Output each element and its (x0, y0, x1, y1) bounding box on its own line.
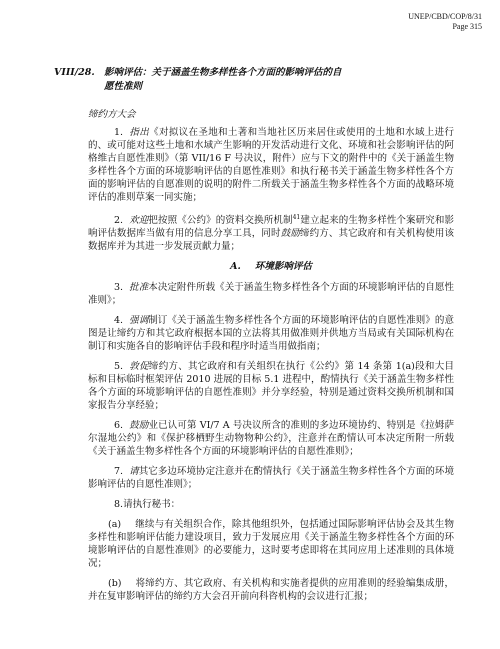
paragraph-text: 执行秘书： (132, 499, 181, 511)
subparagraph-b (88, 577, 454, 603)
paragraph-5 (88, 360, 454, 412)
document-code: UNEP/CBD/COP/8/31 (408, 12, 482, 21)
paragraph-8 (88, 498, 454, 511)
paragraph-4 (88, 314, 454, 353)
paragraph-lead: 请 (129, 466, 139, 478)
paragraph-number: 1. (114, 127, 124, 138)
paragraph-2 (88, 211, 454, 253)
decision-heading (54, 66, 464, 94)
decision-title-line1: 影响评估：关于涵盖生物多样性各个方面的影响评估的自 (104, 67, 342, 78)
paragraph-number: 7. (114, 466, 124, 478)
subparagraph-text: 继续与有关组织合作，除其他组织外，包括通过国际影响评估协会及其生物多样性和影响评估能力建设项目，致力于发展应用《关于涵盖生物多样性各个方面的环境影响评估的自愿性准则》的必要能力，这时要考虑即将在其同应用上述准则的具体境况； (88, 519, 454, 570)
section-heading (88, 260, 454, 273)
paragraph-lead: 欢迎 (129, 215, 149, 227)
paragraph-number: 4. (114, 315, 124, 327)
preamble: 缔约方大会 (88, 109, 136, 120)
paragraph-text: 本决定附件所载《关于涵盖生物多样性各个方面的环境影响评估的自愿性准则》； (88, 282, 454, 307)
paragraph-lead: 批准 (129, 282, 149, 294)
paragraph-lead: 敦促 (129, 361, 149, 373)
paragraph-1 (88, 126, 454, 204)
page-header (408, 12, 482, 32)
paragraph-number: 6. (114, 420, 124, 432)
paragraph-text: 业已认可第 VI/7 A 号决议所含的准则的多边环境协约、特别是《拉姆萨尔湿地公约》和《保护移栖野生动物物种公约》，注意并在酌情认可本决定所附一所载《关于涵盖生物多样性各个方面的环境影响评估的自愿性准则》； (88, 420, 454, 458)
paragraph-lead: 强调 (129, 315, 149, 327)
subparagraph-a (88, 518, 454, 570)
section-title: 环境影响评估 (254, 261, 312, 273)
document-body (88, 126, 454, 610)
footnote-ref[interactable]: 41 (292, 214, 301, 221)
paragraph-text: 制订《关于涵盖生物多样性各个方面的环境影响评估的自愿性准则》的意图是让缔约方和其它政府根据本国的立法将其用做准则并供地方当局或有关国际机构在制订和实施各自的影响评估手段和程序时适当用做指南； (88, 315, 454, 353)
page-number: Page 315 (452, 22, 482, 31)
decision-title-line2: 愿性准则 (104, 81, 143, 92)
subparagraph-number: (a) (108, 519, 122, 531)
subparagraph-text: 将缔约方、其它政府、有关机构和实施者提供的应用准则的经验编集成册，并在复审影响评估的缔约方大会召开前向科咨机构的会议进行汇报； (88, 578, 454, 603)
paragraph-7 (88, 465, 454, 491)
paragraph-text: 缔约方、其它政府和有关机构使用该数据库并为其进一步发展贡献力量； (88, 228, 454, 253)
paragraph-number: 2. (114, 215, 124, 227)
subparagraph-number: (b) (108, 578, 122, 590)
paragraph-text: 把按照《公约》的资料交换所机制 (148, 215, 293, 227)
paragraph-lead: 鼓励 (129, 420, 149, 432)
paragraph-number: 3. (114, 282, 124, 294)
paragraph-lead: 指出 (129, 127, 150, 138)
paragraph-text: 建立起来的生物多样性个案研究和影响评估数据库当做有用的信息分享工具，同时 (88, 215, 454, 240)
paragraph-6 (88, 419, 454, 458)
paragraph-text: 缔约方、其它政府和有关组织在执行《公约》第 14 条第 1(a)段和大目标和目标临时框架评估 2010 进展的目标 5.1 进程中，酌情执行《关于涵盖生物多样性各个方面的环境影响评估的自愿性准则》并分享经验，特别是通过资料交换所机制和国家报告分享经验； (88, 361, 454, 412)
section-label: A. (230, 261, 241, 273)
paragraph-lead: 请 (123, 499, 133, 511)
paragraph-number: 5. (114, 361, 124, 373)
paragraph-text: 《对拟议在圣地和土著和当地社区历来居住或使用的土地和水域上进行的、或可能对这些土地和水域产生影响的开发活动进行文化、环境和社会影响评估的阿格维古自愿性准则》（第 VII/16 F 号决议，附件）应与下文的附件中的《关于涵盖生物多样性各个方面的环境影响评估的自愿性准则》和执行秘书关于涵盖生物多样性各个方面的影响评估的自愿准则的说明的附件二所载关于涵盖生物多样性各个方面的战略环境评估的准则草案一同实施； (88, 127, 454, 203)
paragraph-number: 8. (114, 499, 124, 511)
paragraph-3 (88, 281, 454, 307)
decision-number: VIII/28. (54, 67, 95, 78)
paragraph-text: 其它多边环境协定注意并在酌情执行《关于涵盖生物多样性各个方面的环境影响评估的自愿性准则》； (88, 466, 454, 491)
paragraph-lead: 鼓励 (280, 228, 300, 240)
